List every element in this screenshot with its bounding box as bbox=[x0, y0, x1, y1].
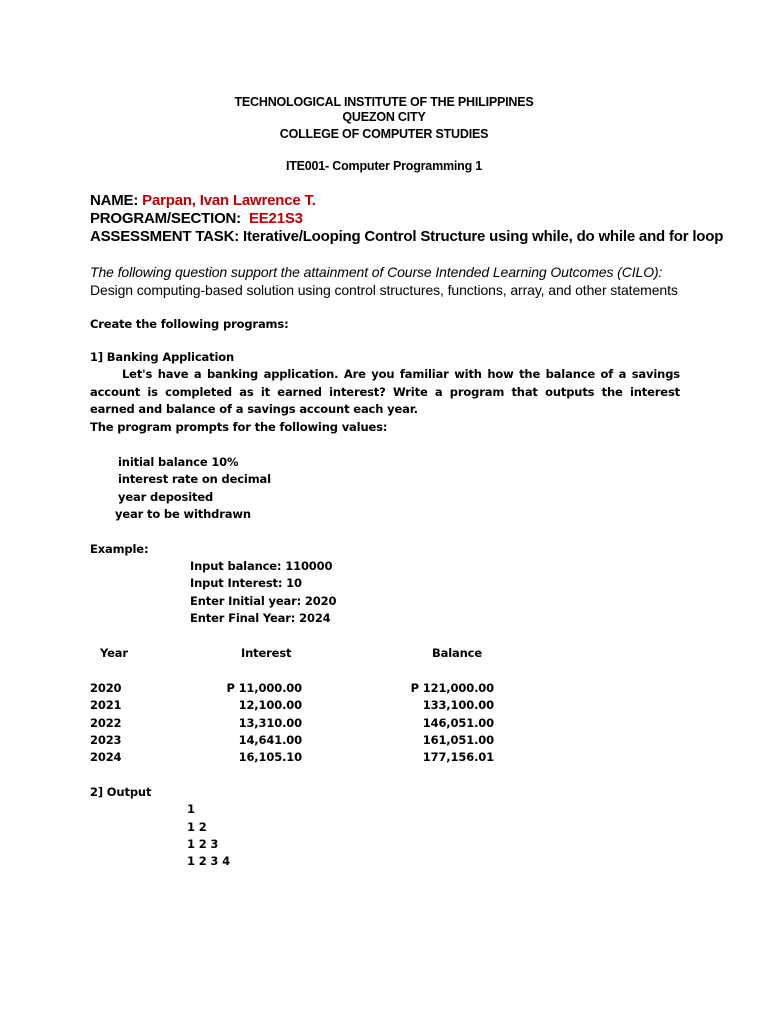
problem1-paragraph: Let's have a banking application. Are you familiar with how the balance of a savings account is completed as it earned interest? Write a program that outputs the interest earned and balance of a savings account each year. bbox=[90, 367, 680, 416]
output-line: 1 bbox=[187, 802, 195, 816]
table-row bbox=[0, 733, 768, 750]
name-value: Parpan, Ivan Lawrence T. bbox=[142, 192, 316, 209]
name-line bbox=[90, 192, 316, 209]
cell-interest: 14,641.00 bbox=[238, 733, 302, 747]
cell-interest: 16,105.10 bbox=[238, 750, 302, 764]
prompt-intro: The program prompts for the following values: bbox=[90, 420, 388, 434]
cell-interest: 13,310.00 bbox=[238, 716, 302, 730]
output-line: 1 2 bbox=[187, 820, 207, 834]
cilo-paragraph bbox=[90, 264, 690, 299]
name-label: NAME: bbox=[90, 192, 139, 209]
cilo-italic: The following question support the attainment of Course Intended Learning Outcomes (CILO): bbox=[90, 264, 663, 280]
prompt-item: year to be withdrawn bbox=[115, 507, 251, 521]
cell-interest: P 11,000.00 bbox=[226, 681, 302, 695]
task-label: ASSESSMENT TASK: bbox=[90, 228, 240, 245]
cell-year: 2024 bbox=[90, 750, 122, 764]
example-input: Input Interest: 10 bbox=[190, 576, 302, 590]
table-row bbox=[0, 716, 768, 733]
cell-year: 2023 bbox=[90, 733, 122, 747]
problem2-title: 2] Output bbox=[90, 785, 152, 799]
example-input: Enter Initial year: 2020 bbox=[190, 594, 337, 608]
cell-interest: 12,100.00 bbox=[238, 698, 302, 712]
program-label: PROGRAM/SECTION: bbox=[90, 210, 241, 227]
institute-title: TECHNOLOGICAL INSTITUTE OF THE PHILIPPINES bbox=[234, 95, 534, 109]
institute-city: QUEZON CITY bbox=[342, 110, 426, 124]
college-name: COLLEGE OF COMPUTER STUDIES bbox=[279, 127, 489, 141]
example-label: Example: bbox=[90, 542, 149, 556]
header-year: Year bbox=[100, 646, 128, 660]
program-value: EE21S3 bbox=[248, 210, 303, 227]
cilo-normal: Design computing-based solution using control structures, functions, array, and other statements bbox=[90, 281, 678, 298]
course-title: ITE001- Computer Programming 1 bbox=[285, 159, 483, 173]
problem1-title: 1] Banking Application bbox=[90, 350, 235, 364]
output-line: 1 2 3 bbox=[187, 837, 219, 851]
cell-balance: 177,156.01 bbox=[422, 750, 494, 764]
header-balance: Balance bbox=[432, 646, 482, 660]
example-input: Input balance: 110000 bbox=[190, 559, 333, 573]
cell-balance: P 121,000.00 bbox=[410, 681, 494, 695]
header-interest: Interest bbox=[241, 646, 292, 660]
table-header bbox=[0, 646, 768, 663]
table-row bbox=[0, 698, 768, 715]
cell-balance: 161,051.00 bbox=[422, 733, 494, 747]
table-row bbox=[0, 681, 768, 698]
cell-year: 2021 bbox=[90, 698, 122, 712]
program-line bbox=[90, 210, 303, 227]
cell-year: 2020 bbox=[90, 681, 122, 695]
cell-balance: 146,051.00 bbox=[422, 716, 494, 730]
task-line bbox=[90, 228, 723, 245]
cell-year: 2022 bbox=[90, 716, 122, 730]
table-row bbox=[0, 750, 768, 767]
output-line: 1 2 3 4 bbox=[187, 854, 230, 868]
cell-balance: 133,100.00 bbox=[422, 698, 494, 712]
example-input: Enter Final Year: 2024 bbox=[190, 611, 331, 625]
prompt-item: initial balance 10% bbox=[118, 455, 239, 469]
prompt-item: interest rate on decimal bbox=[118, 472, 271, 486]
instructions: Create the following programs: bbox=[90, 317, 289, 331]
prompt-item: year deposited bbox=[118, 490, 214, 504]
task-value: Iterative/Looping Control Structure using while, do while and for loop bbox=[243, 228, 724, 245]
